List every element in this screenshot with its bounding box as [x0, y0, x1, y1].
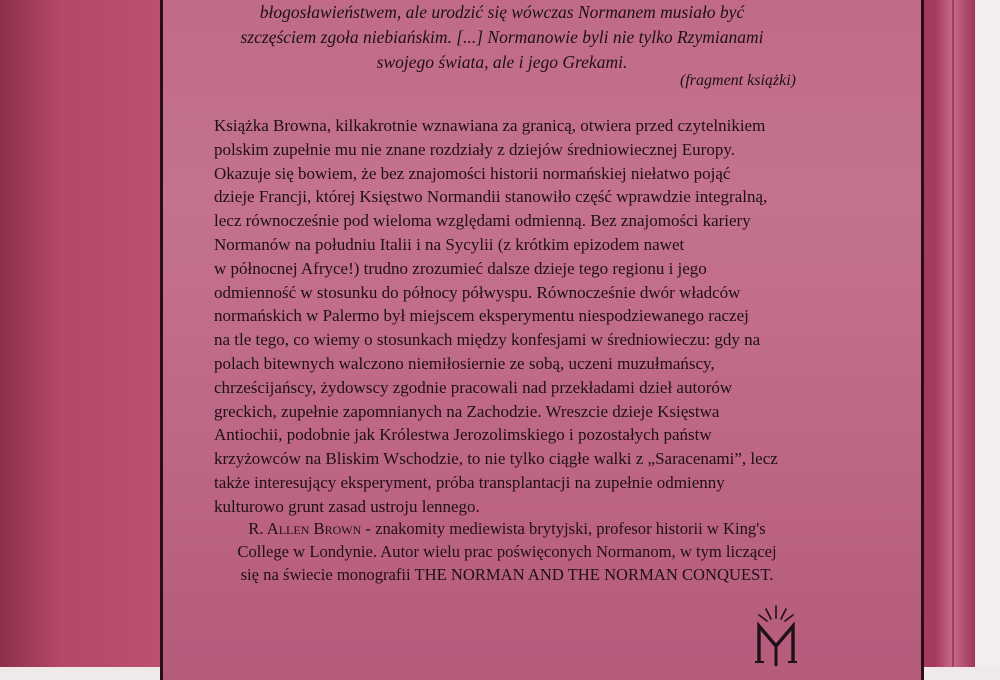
- description-line: chrześcijańscy, żydowscy zgodnie pracowali nad przekładami dzieł autorów: [214, 377, 733, 397]
- page-edges: [935, 0, 975, 667]
- description-line: normańskich w Palermo był miejscem eksperymentu niespodziewanego raczej: [214, 306, 749, 326]
- author-bio-line: [218, 517, 796, 540]
- cover-left-band: [0, 0, 150, 667]
- description-line: także interesujący eksperyment, próba transplantacji na zupełnie odmienny: [214, 472, 725, 492]
- book-description: [214, 114, 798, 519]
- author-bio-line: się na świecie monografii THE NORMAN AND THE NORMAN CONQUEST.: [240, 565, 774, 584]
- description-line: kulturowo grunt zasad ustroju lennego.: [214, 496, 480, 516]
- description-line: na tle tego, co wiemy o stosunkach między konfesjami w średniowieczu: gdy na: [214, 330, 761, 350]
- cover-edge-line: [952, 0, 954, 667]
- quote-source: (fragment książki): [680, 72, 796, 89]
- publisher-logo-icon: [753, 602, 799, 667]
- description-line: krzyżowców na Bliskim Wschodzie, to nie tylko ciągłe walki z „Saracenami”, lecz: [214, 449, 778, 469]
- description-line: Książka Browna, kilkakrotnie wznawiana za granicą, otwiera przed czytelnikiem: [214, 116, 766, 135]
- book-quote: [212, 0, 792, 75]
- author-name: R. Allen Brown: [248, 519, 362, 538]
- quote-line: swojego świata, ale i jego Grekami.: [376, 52, 628, 72]
- description-line: w północnej Afryce!) trudno zrozumieć dalsze dzieje tego regionu i jego: [214, 258, 707, 278]
- description-line: Antiochii, podobnie jak Królestwa Jerozolimskiego i pozostałych państw: [214, 425, 712, 445]
- description-line: Normanów na południu Italii i na Sycylii (z krótkim epizodem nawet: [214, 234, 685, 254]
- author-bio: [218, 517, 796, 586]
- description-line: lecz równocześnie pod wieloma względami odmienną. Bez znajomości kariery: [214, 211, 751, 231]
- author-bio-text: - znakomity mediewista brytyjski, profesor historii w King's: [361, 519, 766, 538]
- description-line: greckich, zupełnie zapomnianych na Zachodzie. Wreszcie dzieje Księstwa: [214, 401, 720, 421]
- author-bio-line: College w Londynie. Autor wielu prac poświęconych Normanom, w tym liczącej: [237, 542, 777, 561]
- description-line: polach bitewnych walczono niemiłosiernie ze sobą, uczeni muzułmańscy,: [214, 353, 715, 373]
- quote-line: szczęściem zgoła niebiańskim. [...] Normanowie byli nie tylko Rzymianami: [240, 27, 764, 47]
- description-line: polskim zupełnie mu nie znane rozdziały z dziejów średniowiecznej Europy.: [214, 139, 735, 159]
- description-line: dzieje Francji, której Księstwo Normandii stanowiło część wprawdzie integralną,: [214, 187, 768, 207]
- quote-line: błogosławieństwem, ale urodzić się wówczas Normanem musiało być: [259, 2, 745, 22]
- description-line: Okazuje się bowiem, że bez znajomości historii normańskiej niełatwo pojąć: [214, 163, 731, 183]
- description-line: odmienność w stosunku do północy półwyspu. Równocześnie dwór władców: [214, 282, 741, 302]
